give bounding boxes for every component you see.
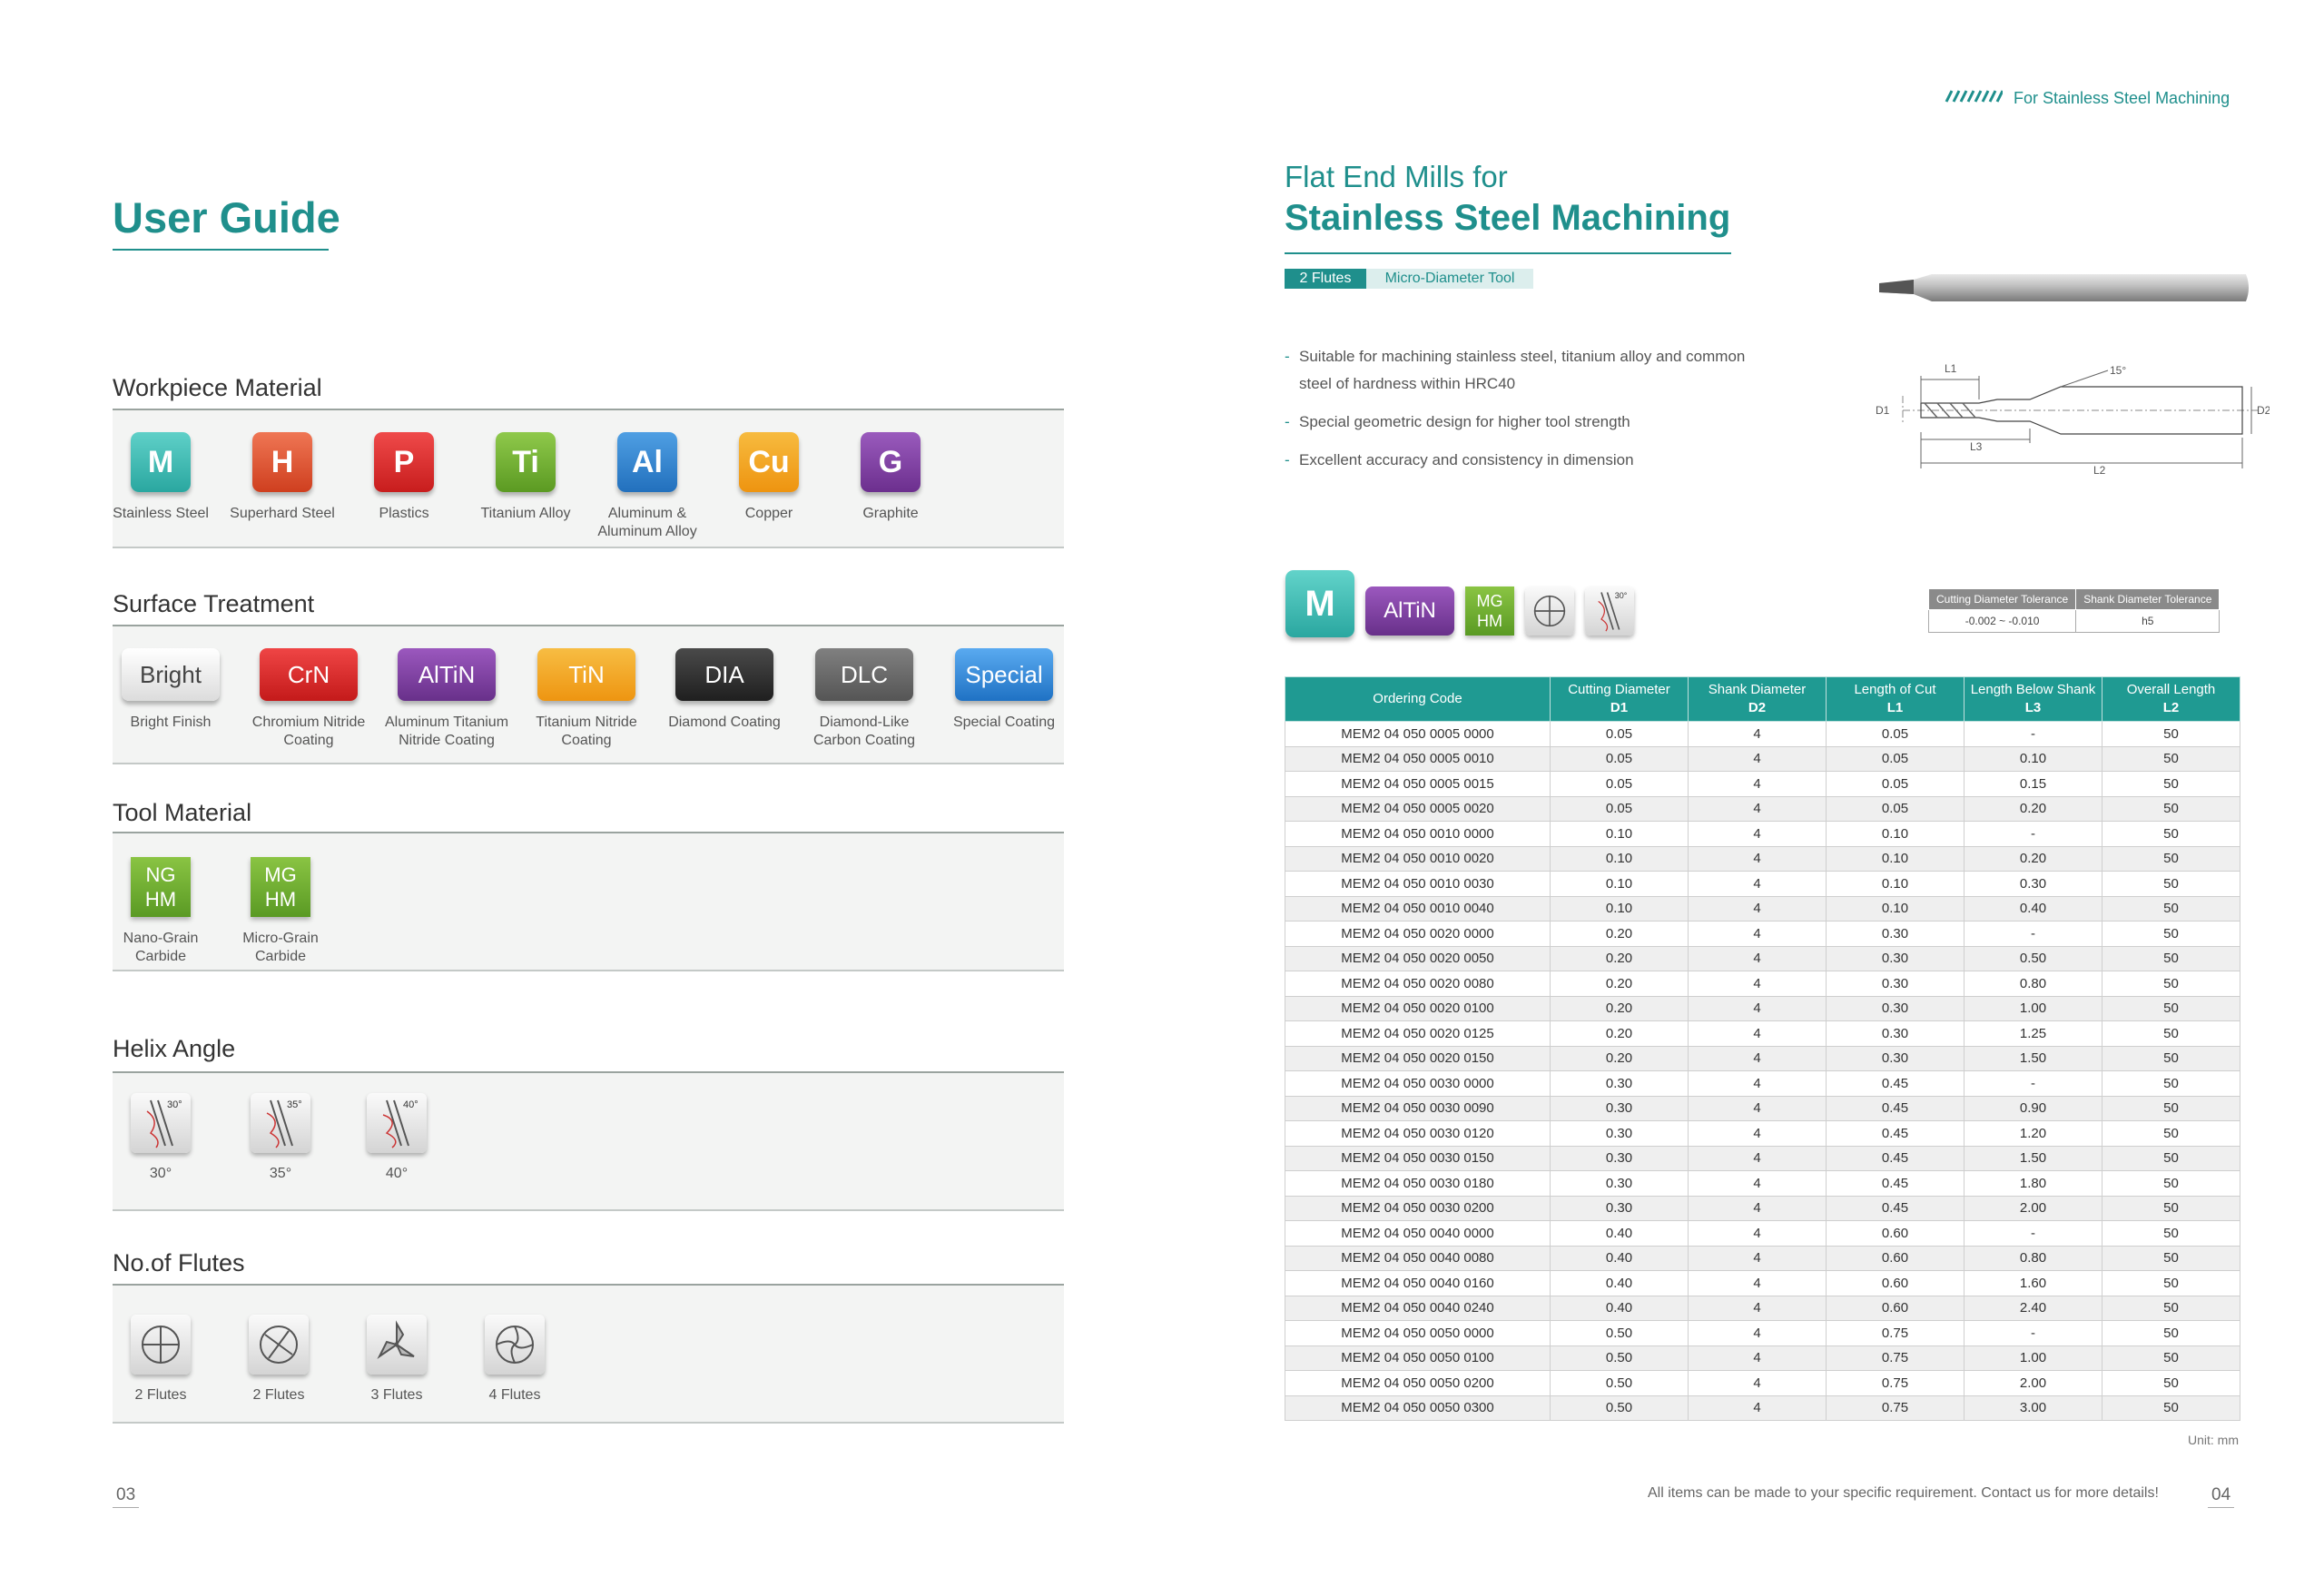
material-label: Superhard Steel [230, 506, 335, 521]
table-cell: MEM2 04 050 0050 0100 [1285, 1345, 1551, 1371]
table-row [1285, 1345, 2240, 1371]
column-header: Cutting Diameter D1 [1551, 677, 1689, 722]
table-cell: MEM2 04 050 0010 0040 [1285, 896, 1551, 922]
flute-label: 2 Flutes [134, 1387, 187, 1403]
table-cell: 0.45 [1827, 1096, 1965, 1121]
table-cell: 1.00 [1965, 1345, 2102, 1371]
table-cell: 0.30 [1551, 1146, 1689, 1171]
table-row [1285, 1071, 2240, 1097]
table-cell: 0.75 [1827, 1321, 1965, 1346]
workpiece-material-panel [113, 409, 1064, 548]
table-cell: MEM2 04 050 0040 0000 [1285, 1221, 1551, 1247]
table-cell: 0.10 [1551, 822, 1689, 847]
table-cell: MEM2 04 050 0020 0000 [1285, 922, 1551, 947]
table-cell: 50 [2102, 946, 2240, 971]
table-cell: 4 [1689, 1345, 1827, 1371]
table-cell: MEM2 04 050 0010 0020 [1285, 846, 1551, 872]
table-cell: 50 [2102, 746, 2240, 772]
table-cell: 50 [2102, 1246, 2240, 1271]
table-cell: 0.10 [1551, 872, 1689, 897]
svg-text:D1: D1 [1876, 404, 1890, 417]
table-cell: 0.75 [1827, 1345, 1965, 1371]
table-cell: 0.15 [1965, 772, 2102, 797]
table-row [1285, 922, 2240, 947]
tool-material-label: Nano-Grain Carbide [123, 931, 199, 964]
tolerance-header: Shank Diameter Tolerance [2076, 589, 2220, 610]
table-cell: 0.20 [1551, 922, 1689, 947]
table-row [1285, 971, 2240, 997]
table-cell: 50 [2102, 1121, 2240, 1147]
table-cell: 50 [2102, 922, 2240, 947]
material-tile-graphite: G [861, 432, 921, 492]
helix-angle-panel [113, 1071, 1064, 1211]
feature-item: - Special geometric design for higher tool strength [1285, 409, 1757, 436]
table-cell: 4 [1689, 1271, 1827, 1296]
table-cell: 50 [2102, 971, 2240, 997]
coating-badge-altin: AlTiN [398, 648, 496, 701]
table-cell: - [1965, 1321, 2102, 1346]
table-cell: 0.05 [1827, 772, 1965, 797]
table-cell: 2.00 [1965, 1371, 2102, 1396]
table-cell: 50 [2102, 1395, 2240, 1421]
table-cell: 4 [1689, 746, 1827, 772]
table-cell: MEM2 04 050 0040 0080 [1285, 1246, 1551, 1271]
svg-text:30°: 30° [1614, 591, 1628, 601]
table-cell: 0.50 [1965, 946, 2102, 971]
table-cell: 0.40 [1551, 1296, 1689, 1321]
table-cell: - [1965, 1071, 2102, 1097]
svg-text:40°: 40° [403, 1099, 419, 1110]
table-cell: 2.00 [1965, 1196, 2102, 1221]
flute-label: 4 Flutes [488, 1387, 541, 1403]
table-cell: MEM2 04 050 0020 0100 [1285, 996, 1551, 1021]
table-cell: MEM2 04 050 0005 0020 [1285, 796, 1551, 822]
table-row [1285, 896, 2240, 922]
page-number-right: 04 [2208, 1485, 2234, 1508]
table-cell: 4 [1689, 1171, 1827, 1197]
table-cell: 0.10 [1827, 896, 1965, 922]
table-cell: 0.80 [1965, 1246, 2102, 1271]
table-cell: 4 [1689, 722, 1827, 747]
table-cell: 4 [1689, 796, 1827, 822]
table-cell: 1.60 [1965, 1271, 2102, 1296]
specification-table-body [1285, 722, 2240, 1421]
table-cell: MEM2 04 050 0020 0050 [1285, 946, 1551, 971]
flute-3-icon [367, 1315, 427, 1375]
table-cell: 4 [1689, 1021, 1827, 1047]
tolerance-value: h5 [2076, 610, 2220, 633]
table-cell: MEM2 04 050 0040 0240 [1285, 1296, 1551, 1321]
table-cell: 0.80 [1965, 971, 2102, 997]
table-cell: 50 [2102, 1071, 2240, 1097]
column-header: Length of Cut L1 [1827, 677, 1965, 722]
table-row [1285, 1296, 2240, 1321]
table-cell: 4 [1689, 872, 1827, 897]
table-row [1285, 1395, 2240, 1421]
helix-label: 40° [385, 1166, 409, 1181]
table-cell: 50 [2102, 1371, 2240, 1396]
table-row [1285, 796, 2240, 822]
table-cell: 50 [2102, 1171, 2240, 1197]
table-cell: 50 [2102, 1221, 2240, 1247]
table-cell: 0.30 [1827, 946, 1965, 971]
coating-label: Diamond Coating [668, 715, 781, 730]
material-label: Aluminum & Aluminum Alloy [597, 506, 697, 539]
material-tile-plastics: P [374, 432, 434, 492]
helix-35-icon [251, 1093, 310, 1153]
table-cell: 50 [2102, 896, 2240, 922]
table-row [1285, 1271, 2240, 1296]
helix-label: 35° [269, 1166, 292, 1181]
table-cell: 4 [1689, 1321, 1827, 1346]
table-cell: 3.00 [1965, 1395, 2102, 1421]
end-mill-photo [1877, 265, 2251, 315]
table-cell: MEM2 04 050 0020 0125 [1285, 1021, 1551, 1047]
table-cell: 0.10 [1827, 872, 1965, 897]
table-cell: 0.20 [1551, 1046, 1689, 1071]
table-cell: 4 [1689, 1121, 1827, 1147]
table-cell: MEM2 04 050 0030 0150 [1285, 1146, 1551, 1171]
table-row [1285, 1146, 2240, 1171]
table-cell: 0.60 [1827, 1296, 1965, 1321]
table-cell: 0.10 [1965, 746, 2102, 772]
table-cell: 50 [2102, 1196, 2240, 1221]
table-row [1285, 1096, 2240, 1121]
table-row [1285, 746, 2240, 772]
table-cell: MEM2 04 050 0050 0000 [1285, 1321, 1551, 1346]
helix-label: 30° [149, 1166, 172, 1181]
table-cell: 1.20 [1965, 1121, 2102, 1147]
flute-label: 3 Flutes [370, 1387, 423, 1403]
table-cell: 0.60 [1827, 1246, 1965, 1271]
coating-badge-tin: TiN [537, 648, 635, 701]
table-cell: 1.50 [1965, 1146, 2102, 1171]
table-cell: 4 [1689, 971, 1827, 997]
table-cell: 0.05 [1827, 746, 1965, 772]
table-cell: 4 [1689, 1395, 1827, 1421]
table-row [1285, 1171, 2240, 1197]
table-cell: MEM2 04 050 0005 0015 [1285, 772, 1551, 797]
table-cell: MEM2 04 050 0050 0300 [1285, 1395, 1551, 1421]
tool-material-badge: MG HM [1465, 586, 1514, 636]
table-cell: 0.45 [1827, 1196, 1965, 1221]
coating-label: Chromium Nitride Coating [251, 715, 366, 748]
table-cell: 0.30 [1827, 1021, 1965, 1047]
table-cell: 2.40 [1965, 1296, 2102, 1321]
table-cell: 4 [1689, 1221, 1827, 1247]
flute-2-icon [131, 1315, 191, 1375]
table-cell: MEM2 04 050 0030 0090 [1285, 1096, 1551, 1121]
table-cell: 0.30 [1551, 1071, 1689, 1097]
table-cell: 0.20 [1965, 796, 2102, 822]
table-cell: MEM2 04 050 0030 0000 [1285, 1071, 1551, 1097]
feature-list [1285, 343, 1757, 485]
svg-text:30°: 30° [167, 1099, 182, 1110]
table-cell: 0.20 [1551, 996, 1689, 1021]
flute-label: 2 Flutes [252, 1387, 305, 1403]
table-cell: MEM2 04 050 0020 0080 [1285, 971, 1551, 997]
table-cell: 0.40 [1551, 1246, 1689, 1271]
tool-material-panel [113, 832, 1064, 971]
table-cell: 0.05 [1551, 722, 1689, 747]
svg-text:D2: D2 [2257, 404, 2270, 417]
table-cell: 0.45 [1827, 1121, 1965, 1147]
table-cell: 4 [1689, 946, 1827, 971]
section-title-flutes: No.of Flutes [113, 1249, 245, 1276]
table-row [1285, 1046, 2240, 1071]
product-subtitle: Flat End Mills for [1285, 160, 1508, 193]
table-cell: 0.30 [1551, 1121, 1689, 1147]
flute-4-icon [485, 1315, 545, 1375]
table-cell: 0.20 [1551, 1021, 1689, 1047]
tool-dimension-diagram [1870, 360, 2270, 484]
table-row [1285, 722, 2240, 747]
table-cell: 50 [2102, 722, 2240, 747]
table-cell: 0.50 [1551, 1371, 1689, 1396]
table-cell: 0.60 [1827, 1271, 1965, 1296]
section-title-helix: Helix Angle [113, 1035, 236, 1062]
table-row [1285, 996, 2240, 1021]
coating-badge-altin: AlTiN [1365, 586, 1454, 636]
table-cell: 50 [2102, 796, 2240, 822]
table-cell: 50 [2102, 772, 2240, 797]
material-tile-superhard: H [252, 432, 312, 492]
table-cell: 50 [2102, 1345, 2240, 1371]
specification-table [1285, 676, 2240, 1421]
tool-material-label: Micro-Grain Carbide [242, 931, 319, 964]
coating-badge-crn: CrN [260, 648, 358, 701]
table-row [1285, 1371, 2240, 1396]
tolerance-header: Cutting Diameter Tolerance [1929, 589, 2076, 610]
table-cell: 4 [1689, 1196, 1827, 1221]
table-cell: - [1965, 722, 2102, 747]
svg-text:L3: L3 [1970, 440, 1983, 453]
table-cell: 4 [1689, 1096, 1827, 1121]
table-cell: 0.30 [1965, 872, 2102, 897]
table-cell: 0.40 [1965, 896, 2102, 922]
table-cell: 0.40 [1551, 1221, 1689, 1247]
table-row [1285, 822, 2240, 847]
table-cell: 0.10 [1827, 822, 1965, 847]
table-cell: 50 [2102, 1021, 2240, 1047]
table-cell: 4 [1689, 1071, 1827, 1097]
table-cell: 4 [1689, 1371, 1827, 1396]
coating-badge-bright: Bright [122, 648, 220, 701]
material-badge-m: M [1285, 570, 1354, 637]
table-cell: 0.75 [1827, 1395, 1965, 1421]
table-cell: 50 [2102, 872, 2240, 897]
column-header: Ordering Code [1285, 677, 1551, 722]
table-cell: 1.80 [1965, 1171, 2102, 1197]
coating-label: Aluminum Titanium Nitride Coating [384, 715, 509, 748]
coating-badge-dlc: DLC [815, 648, 913, 701]
table-cell: 0.60 [1827, 1221, 1965, 1247]
table-cell: MEM2 04 050 0050 0200 [1285, 1371, 1551, 1396]
table-row [1285, 1121, 2240, 1147]
table-cell: 0.40 [1551, 1271, 1689, 1296]
unit-note: Unit: mm [2188, 1433, 2239, 1447]
table-cell: - [1965, 822, 2102, 847]
coating-badge-special: Special [955, 648, 1053, 701]
table-cell: 0.75 [1827, 1371, 1965, 1396]
tolerance-table [1928, 588, 2220, 633]
helix-40-icon [367, 1093, 427, 1153]
column-header: Overall Length L2 [2102, 677, 2240, 722]
material-label: Graphite [862, 506, 919, 521]
section-title-tool-material: Tool Material [113, 799, 252, 826]
table-cell: MEM2 04 050 0030 0180 [1285, 1171, 1551, 1197]
table-cell: 1.00 [1965, 996, 2102, 1021]
table-cell: 50 [2102, 846, 2240, 872]
table-row [1285, 1221, 2240, 1247]
table-cell: 4 [1689, 846, 1827, 872]
table-cell: 0.10 [1551, 896, 1689, 922]
coating-label: Titanium Nitride Coating [536, 715, 637, 748]
table-cell: MEM2 04 050 0005 0000 [1285, 722, 1551, 747]
table-cell: 0.10 [1551, 846, 1689, 872]
material-tile-stainless: M [131, 432, 191, 492]
table-cell: MEM2 04 050 0030 0120 [1285, 1121, 1551, 1147]
material-label: Copper [744, 506, 793, 521]
material-tile-titanium: Ti [496, 432, 556, 492]
table-cell: 50 [2102, 822, 2240, 847]
table-row [1285, 1021, 2240, 1047]
table-cell: 1.50 [1965, 1046, 2102, 1071]
table-cell: 0.05 [1551, 772, 1689, 797]
table-cell: 0.30 [1827, 1046, 1965, 1071]
table-row [1285, 1321, 2240, 1346]
table-cell: 0.50 [1551, 1321, 1689, 1346]
table-cell: 0.20 [1551, 971, 1689, 997]
table-cell: 1.25 [1965, 1021, 2102, 1047]
table-row [1285, 772, 2240, 797]
tolerance-value: -0.002 ~ -0.010 [1929, 610, 2076, 633]
header-stripes-icon [1943, 89, 2003, 108]
table-cell: 0.20 [1551, 946, 1689, 971]
material-label: Stainless Steel [113, 506, 209, 521]
material-label: Plastics [379, 506, 429, 521]
table-cell: 4 [1689, 822, 1827, 847]
product-title: Stainless Steel Machining [1285, 198, 1731, 238]
table-cell: MEM2 04 050 0030 0200 [1285, 1196, 1551, 1221]
table-cell: - [1965, 1221, 2102, 1247]
table-cell: 4 [1689, 772, 1827, 797]
table-row [1285, 872, 2240, 897]
table-row [1285, 946, 2240, 971]
flute-2b-icon [249, 1315, 309, 1375]
page-number-left: 03 [113, 1485, 139, 1508]
table-cell: 0.10 [1827, 846, 1965, 872]
table-cell: 0.30 [1551, 1096, 1689, 1121]
table-cell: - [1965, 922, 2102, 947]
title-underline [113, 249, 329, 251]
table-cell: 0.30 [1827, 996, 1965, 1021]
table-cell: 0.90 [1965, 1096, 2102, 1121]
helix-30-icon [1585, 586, 1634, 636]
flutes-tag: 2 Flutes [1285, 269, 1366, 289]
table-cell: MEM2 04 050 0010 0000 [1285, 822, 1551, 847]
table-cell: MEM2 04 050 0005 0010 [1285, 746, 1551, 772]
material-label: Titanium Alloy [480, 506, 571, 521]
table-cell: 0.05 [1551, 796, 1689, 822]
table-row [1285, 846, 2240, 872]
table-cell: 0.30 [1827, 922, 1965, 947]
table-cell: 0.45 [1827, 1071, 1965, 1097]
table-row [1285, 1246, 2240, 1271]
table-cell: MEM2 04 050 0020 0150 [1285, 1046, 1551, 1071]
title-underline [1285, 252, 1731, 254]
table-cell: 0.20 [1965, 846, 2102, 872]
table-cell: 4 [1689, 1046, 1827, 1071]
coating-label: Diamond-Like Carbon Coating [812, 715, 916, 748]
flute-2-icon [1525, 586, 1574, 636]
table-cell: 50 [2102, 996, 2240, 1021]
table-cell: 4 [1689, 896, 1827, 922]
table-cell: 0.05 [1551, 746, 1689, 772]
helix-30-icon [131, 1093, 191, 1153]
table-cell: 50 [2102, 1096, 2240, 1121]
tool-material-mg-hm: MG HM [251, 857, 310, 917]
surface-treatment-panel [113, 625, 1064, 764]
tool-type-tag: Micro-Diameter Tool [1366, 269, 1533, 289]
header-tag: For Stainless Steel Machining [2014, 89, 2230, 107]
section-title-workpiece: Workpiece Material [113, 374, 322, 401]
table-cell: 0.05 [1827, 796, 1965, 822]
page-title: User Guide [113, 193, 340, 241]
table-cell: 0.30 [1827, 971, 1965, 997]
svg-text:L2: L2 [2093, 464, 2106, 477]
table-cell: 0.50 [1551, 1345, 1689, 1371]
footer-note: All items can be made to your specific requirement. Contact us for more details! [1648, 1485, 2159, 1501]
svg-text:L1: L1 [1945, 362, 1957, 375]
coating-label: Bright Finish [130, 715, 212, 730]
table-cell: 4 [1689, 996, 1827, 1021]
table-cell: 4 [1689, 922, 1827, 947]
table-cell: 50 [2102, 1271, 2240, 1296]
section-title-surface: Surface Treatment [113, 590, 315, 617]
table-cell: 0.30 [1551, 1196, 1689, 1221]
flutes-panel [113, 1284, 1064, 1424]
coating-badge-dia: DIA [675, 648, 773, 701]
table-cell: MEM2 04 050 0010 0030 [1285, 872, 1551, 897]
table-cell: 50 [2102, 1296, 2240, 1321]
table-row [1285, 1196, 2240, 1221]
column-header: Length Below Shank L3 [1965, 677, 2102, 722]
tool-material-ng-hm: NG HM [131, 857, 191, 917]
material-tile-copper: Cu [739, 432, 799, 492]
table-cell: 50 [2102, 1146, 2240, 1171]
material-tile-aluminum: Al [617, 432, 677, 492]
feature-item: - Suitable for machining stainless steel, titanium alloy and common steel of hardness within HRC40 [1285, 343, 1757, 398]
svg-text:35°: 35° [287, 1099, 302, 1110]
table-cell: 50 [2102, 1321, 2240, 1346]
table-cell: 0.45 [1827, 1171, 1965, 1197]
table-cell: 4 [1689, 1296, 1827, 1321]
table-cell: 0.05 [1827, 722, 1965, 747]
svg-text:15°: 15° [2110, 364, 2127, 377]
table-cell: MEM2 04 050 0040 0160 [1285, 1271, 1551, 1296]
table-cell: 4 [1689, 1146, 1827, 1171]
table-cell: 0.50 [1551, 1395, 1689, 1421]
table-cell: 0.45 [1827, 1146, 1965, 1171]
feature-item: - Excellent accuracy and consistency in dimension [1285, 447, 1757, 474]
table-cell: 4 [1689, 1246, 1827, 1271]
coating-label: Special Coating [952, 715, 1056, 730]
column-header: Shank Diameter D2 [1689, 677, 1827, 722]
table-cell: 50 [2102, 1046, 2240, 1071]
table-cell: 0.30 [1551, 1171, 1689, 1197]
